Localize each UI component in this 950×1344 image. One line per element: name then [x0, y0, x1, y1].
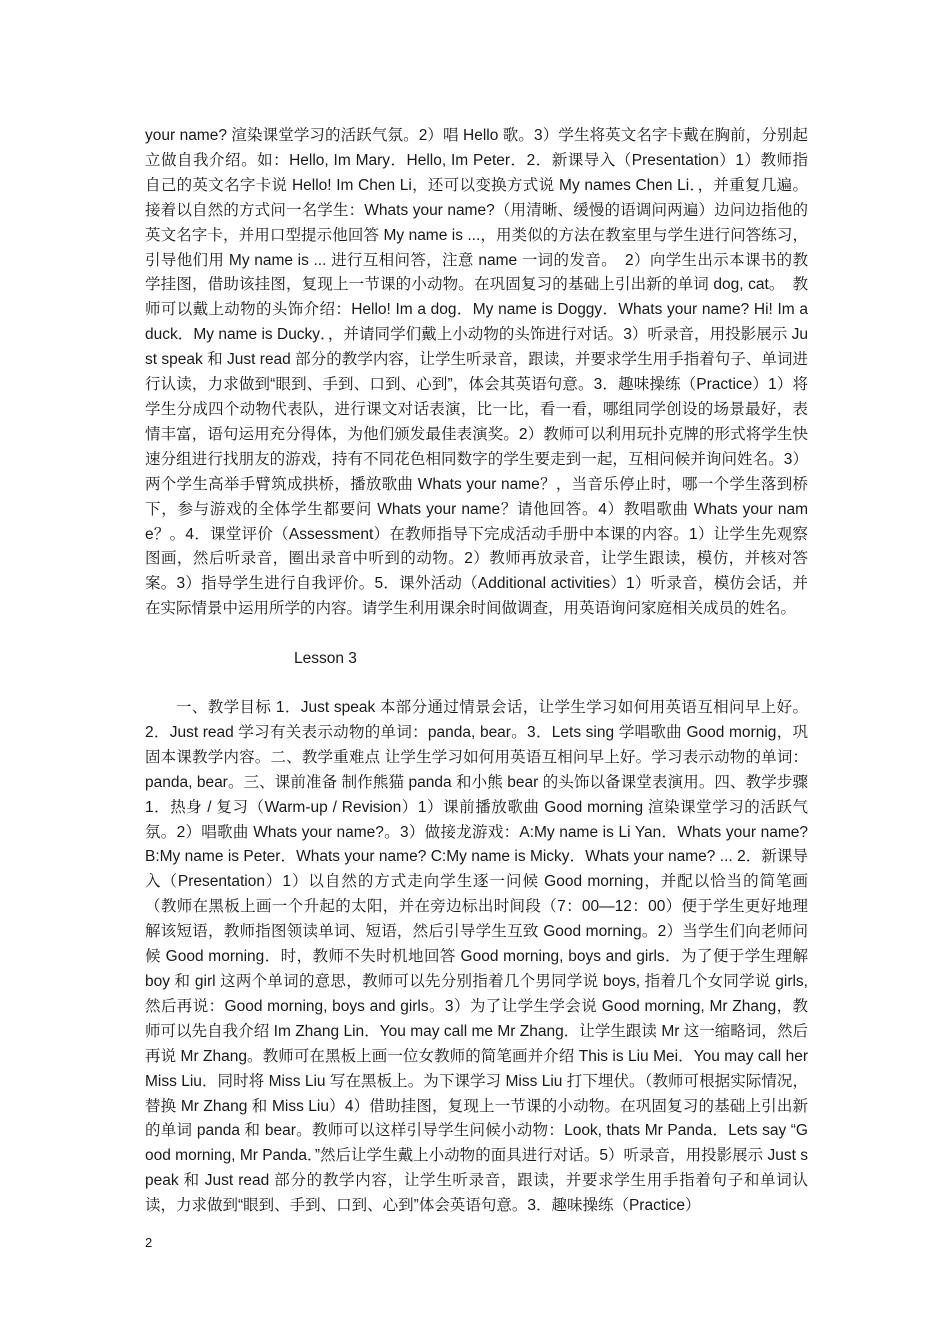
lesson-heading: Lesson 3: [294, 650, 357, 667]
page-number: 2: [145, 1235, 153, 1250]
body-paragraph: 一、教学目标 1．Just speak 本部分通过情景会话，让学生学习如何用英语互相问早上好。2．Just read 学习有关表示动物的单词：panda, bear。3．Lets sing 学唱歌曲 Good mornig，巩固本课教学内容。二、教学重难点 让学生学习如何用英语互相问早上好。学习表示动物的单词：panda, bear。三、课前准备 制作熊猫 panda 和小熊 bear 的头饰以备课堂表演用。四、教学步骤 1．热身 / 复习（Warm-up / Revision）1）课前播放歌曲 Good morning 渲染课堂学习的活跃气氛。2）唱歌曲 Whats your name?。3）做接龙游戏：A:My name is Li Yan．Whats your name? B:My name is Peter．Whats your name? C:My name is Micky．Whats your name? ... 2．新课导入（Presentation）1）以自然的方式走向学生逐一问候 Good morning，并配以恰当的简笔画（教师在黑板上画一个升起的太阳，并在旁边标出时间段（7：00—12：00）便于学生更好地理解该短语，教师指图领读单词、短语，然后引导学生互致 Good morning。2）当学生们向老师问候 Good morning．时，教师不失时机地回答 Good morning, boys and girls．为了便于学生理解 boy 和 girl 这两个单词的意思，教师可以先分别指着几个男同学说 boys, 指着几个女同学说 girls, 然后再说：Good morning, boys and girls。3）为了让学生学会说 Good morning, Mr Zhang，教师可以先自我介绍 Im Zhang Lin．You may call me Mr Zhang．让学生跟读 Mr 这一缩略词，然后再说 Mr Zhang。教师可在黑板上画一位女教师的简笔画并介绍 This is Liu Mei．You may call her Miss Liu．同时将 Miss Liu 写在黑板上。为下课学习 Miss Liu 打下埋伏。（教师可根据实际情况，替换 Mr Zhang 和 Miss Liu）4）借助挂图，复现上一节课的小动物。在巩固复习的基础上引出新的单词 panda 和 bear。教师可以这样引导学生问候小动物：Look, thats Mr Panda．Lets say “Good morning, Mr Panda．”然后让学生戴上小动物的面具进行对话。5）听录音，用投影展示 Just speak 和 Just read 部分的教学内容，让学生听录音，跟读，并要求学生用手指着句子和单词认读，力求做到“眼到、手到、口到、心到”体会英语句意。3．趣味操练（Practice）: [145, 699, 808, 1215]
body-paragraph: your name? 渲染课堂学习的活跃气氛。2）唱 Hello 歌。3）学生将英文名字卡戴在胸前，分别起立做自我介绍。如：Hello, Im Mary．Hello, Im Peter．2．新课导入（Presentation）1）教师指自己的英文名字卡说 Hello! Im Chen Li，还可以变换方式说 My names Chen Li．，并重复几遍。接着以自然的方式问一名学生：Whats your name?（用清晰、缓慢的语调问两遍）边问边指他的英文名字卡，并用口型提示他回答 My name is ...，用类似的方法在教室里与学生进行问答练习，引导他们用 My name is ... 进行互相问答，注意 name 一词的发音。 2）向学生出示本课书的教学挂图，借助该挂图，复现上一节课的小动物。在巩固复习的基础上引出新的单词 dog, cat。 教师可以戴上动物的头饰介绍：Hello! Im a dog．My name is Doggy．Whats your name? Hi! Im a duck．My name is Ducky．，并请同学们戴上小动物的头饰进行对话。3）听录音，用投影展示 Just speak 和 Just read 部分的教学内容，让学生听录音，跟读，并要求学生用手指着句子、单词进行认读，力求做到“眼到、手到、口到、心到”，体会其英语句意。3．趣味操练（Practice）1）将学生分成四个动物代表队，进行课文对话表演，比一比，看一看，哪组同学创设的场景最好，表情丰富，语句运用充分得体，为他们颁发最佳表演奖。2）教师可以利用玩扑克牌的形式将学生快速分组进行找朋友的游戏，持有不同花色相同数字的学生要走到一起，互相问候并询问姓名。3）两个学生高举手臂筑成拱桥，播放歌曲 Whats your name？，当音乐停止时，哪一个学生落到桥下，参与游戏的全体学生都要问 Whats your name？请他回答。4）教唱歌曲 Whats your name？。4．课堂评价（Assessment）在教师指导下完成活动手册中本课的内容。1）让学生先观察图画，然后听录音，圈出录音中听到的动物。2）教师再放录音，让学生跟读，模仿，并核对答案。3）指导学生进行自我评价。5．课外活动（Additional activities）1）听录音，模仿会话，并在实际情景中运用所学的内容。请学生利用课余时间做调查，用英语询问家庭相关成员的姓名。: [145, 127, 808, 618]
